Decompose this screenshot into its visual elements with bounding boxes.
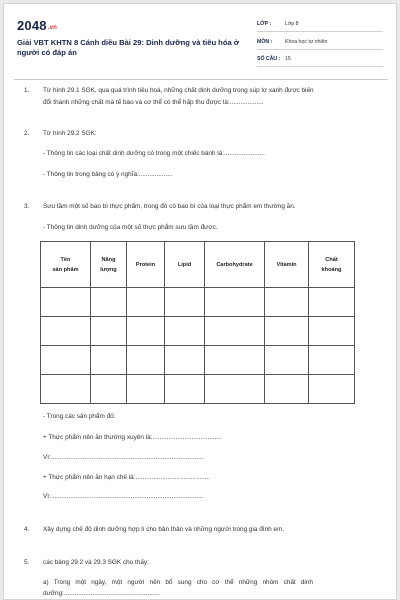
header-divider (14, 79, 388, 80)
table-cell[interactable] (41, 346, 91, 375)
table-cell[interactable] (309, 317, 355, 346)
meta-divider (257, 66, 383, 67)
table-cell[interactable] (205, 317, 265, 346)
question-5-line-2: a) Trong một ngày, một người nên bổ sung cho cơ thể những nhóm chất dinh (43, 579, 313, 586)
table-cell[interactable] (91, 288, 127, 317)
table-cell[interactable] (41, 375, 91, 404)
table-header-carbohydrate: Carbohydrate (205, 242, 265, 288)
table-cell[interactable] (205, 375, 265, 404)
question-2-line-3: - Thông tin trong bảng có ý nghĩa:................... (43, 171, 173, 178)
meta-subject-label: MÔN : (257, 39, 273, 45)
document-page (3, 3, 397, 600)
table-header-energy: Năng lượng (91, 242, 127, 288)
table-cell[interactable] (165, 375, 205, 404)
question-3-after-3: Vì:...................................................................................... (43, 454, 204, 461)
table-header-product: Tên sản phẩm (41, 242, 91, 288)
meta-class-label: LỚP : (257, 21, 272, 27)
table-cell[interactable] (265, 375, 309, 404)
table-cell[interactable] (309, 346, 355, 375)
logo-text: 2048 (17, 18, 47, 33)
table-cell[interactable] (91, 375, 127, 404)
question-3-line-2: - Thông tin dinh dưỡng của một số thực phẩm sưu tầm được. (43, 224, 218, 231)
logo-domain: .vn (47, 25, 58, 31)
question-3-after-1: - Trong các sản phẩm đó: (43, 413, 116, 420)
table-row (41, 346, 355, 375)
document-title: Giải VBT KHTN 8 Cánh diều Bài 29: Dinh dưỡng và tiêu hóa ở người có đáp án (17, 38, 240, 57)
meta-divider (257, 31, 383, 32)
question-3-number: 3. (24, 203, 30, 210)
question-1-number: 1. (24, 87, 30, 94)
table-row (41, 375, 355, 404)
table-cell[interactable] (41, 288, 91, 317)
table-cell[interactable] (309, 288, 355, 317)
meta-divider (257, 49, 383, 50)
table-cell[interactable] (205, 346, 265, 375)
question-3-after-5: Vì:...................................................................................... (43, 493, 204, 500)
question-2-number: 2. (24, 130, 30, 137)
question-4-number: 4. (24, 526, 30, 533)
table-cell[interactable] (127, 288, 165, 317)
question-5-line-3: dưỡng:...................................................... (43, 590, 160, 597)
question-2-line-2: - Thông tin các loại chất dinh dưỡng có trong một chiếc bánh là:....................... (43, 150, 265, 157)
question-4-line-1: Xây dựng chế độ dinh dưỡng hợp lí cho bản thân và những người trong gia đình em. (43, 526, 285, 533)
question-3-line-1: Sưu tầm một số bao bì thực phẩm, trong đó có bao bì của loại thực phẩm em thường ăn. (43, 203, 296, 210)
site-logo[interactable] (17, 18, 57, 33)
table-cell[interactable] (91, 346, 127, 375)
table-cell[interactable] (265, 288, 309, 317)
question-1-line-2: đổi thành những chất mà tế bào và cơ thể có thể hấp thu được là:................... (43, 99, 264, 106)
table-cell[interactable] (127, 317, 165, 346)
meta-count-label: SỐ CÂU : (257, 56, 281, 62)
table-header-protein: Protein (127, 242, 165, 288)
meta-subject-value: Khoa học tự nhiên (285, 39, 328, 45)
table-cell[interactable] (265, 317, 309, 346)
table-cell[interactable] (309, 375, 355, 404)
table-cell[interactable] (205, 288, 265, 317)
table-header-lipid: Lipid (165, 242, 205, 288)
table-header-vitamin: Vitamin (265, 242, 309, 288)
question-3-after-4: + Thực phẩm nên ăn hạn chế là:.......................................... (43, 474, 211, 481)
question-5-number: 5. (24, 559, 30, 566)
question-5-line-1: các bảng 29.2 và 29.3 SGK cho thấy: (43, 559, 149, 566)
question-1-line-1: Từ hình 29.1 SGK, qua quá trình tiêu hoá, những chất dinh dưỡng trong súp lơ xanh được biến (43, 87, 314, 94)
table-cell[interactable] (265, 346, 309, 375)
table-row (41, 288, 355, 317)
nutrition-table (40, 241, 355, 404)
table-cell[interactable] (41, 317, 91, 346)
table-header-minerals: Chất khoáng (309, 242, 355, 288)
table-cell[interactable] (165, 288, 205, 317)
question-2-line-1: Từ hình 29.2 SGK: (43, 130, 97, 137)
table-cell[interactable] (91, 317, 127, 346)
table-header-row (41, 242, 355, 288)
document-header (4, 4, 396, 80)
meta-class-value: Lớp 8 (285, 21, 299, 27)
table-cell[interactable] (127, 375, 165, 404)
meta-count-value: 15 (285, 56, 291, 62)
table-row (41, 317, 355, 346)
table-cell[interactable] (127, 346, 165, 375)
table-cell[interactable] (165, 346, 205, 375)
table-cell[interactable] (165, 317, 205, 346)
question-3-after-2: + Thực phẩm nên ăn thường xuyên là:....................................... (43, 434, 222, 441)
